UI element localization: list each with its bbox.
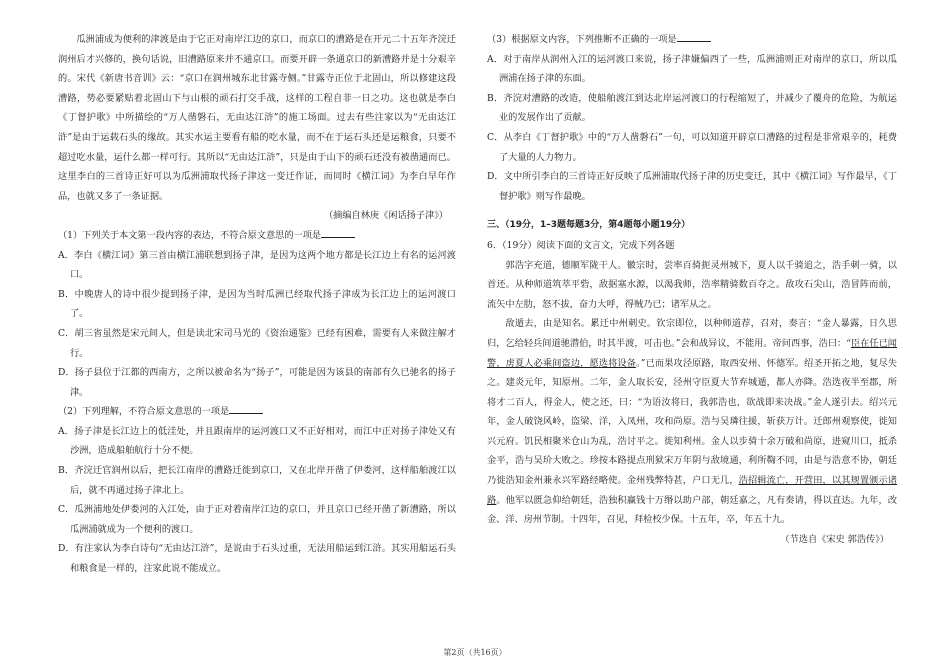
- question-2-stem: （2）下列理解，不符合原文意思的一项是: [58, 402, 456, 422]
- q3-option-c: C．从李白《丁督护歌》中的“万人凿磐石”一句，可以知道开辟京口漕路的过程是非常艰辛的，耗费了大量的人力物力。: [487, 131, 897, 163]
- passage-paragraph: 瓜洲浦成为便利的津渡是由于它正对南岸江边的京口，而京口的漕路是在开元二十五年齐浣迁润州后才兴修的，换句话说，旧漕路原来并不通京口。而要开辟一条通京口的新漕路并是十分艰辛的。宋代《新唐书音训》云：“京口在润州城东北甘露寺侧。”甘露寺正位于北固山，所以修建这段漕路，势必要紧贴着北固山下与山根的顽石打交手战，这样的工程自非一日之功。这也就是李白《丁督护歌》中所描绘的“万人凿磐石，无由达江浒”的施工场面。过去有些注家以为“无由达江浒”是由于运载石头的缘故。其实水运主要看有船的吃水量，而不在于运石头还是运粮食，只要不超过吃水量，运什么都一样可行。其所以“无由达江浒”，只是由于山下的顽石还没有被凿通而已。这里李白的三首诗正好可以为瓜洲浦取代扬子津这一变迁作证，而同时《横江词》为李白早年作品，也就又多了一条证据。: [58, 34, 456, 202]
- q2-option-d: D．有注家认为李白诗句“无由达江浒”，是说由于石头过重，无法用船运到江浒。其实用船运石头和粮食是一样的，注家此说不能成立。: [58, 543, 456, 575]
- q1-option-a: A．李白《横江词》第三首由横江浦联想到扬子津，是因为这两个地方都是长江边上有名的运河渡口。: [58, 249, 456, 281]
- section-heading: 三、（19分，1–3题每题3分，第4题每小题19分）: [487, 220, 691, 231]
- question-6-stem: 6．（19分）阅读下面的文言文，完成下列各题: [487, 239, 675, 251]
- left-column: [58, 30, 456, 579]
- q2-option-a: A．扬子津是长江边上的低洼处，并且跟南岸的运河渡口又不正好相对，而江中正对扬子津处又有沙洲，造成船舶航行十分不便。: [58, 425, 456, 457]
- q2-option-c: C．瓜洲浦地处伊娄河的入江处，由于正对着南岸江边的京口，并且京口已经开凿了新漕路，所以瓜洲浦就成为一个便利的渡口。: [58, 504, 456, 535]
- wenyan-paragraph-2: 敌遁去，由是知名。累迁中州刺史。钦宗即位，以种师道荐，召对，奏言：“金人暴露，日久思归，乞给轻兵间道驰潜伯，时其半渡，可击也。”会和战异议，不能用。帝问西事，浩曰：“臣在任已闻警，虏夏人必乘间盗边，愿选将设备。”已而果攻泾原路，取西安州、怀德军。绍圣开拓之地，复尽失之。建炎元年，知原州。二年，金人取长安，泾州守臣夏大节弃城遁，都人亦降。浩选夜半至郡，所将才二百人，得金人，使之还，曰：“为语汝将曰，我郭浩也，欲战即来决战。”金人遂引去。绍兴元年，金人破饶风岭，盗梁、洋，入凤州，攻和尚原。浩与吴璘往援，斩获万计。迁郎州观察使，徙知兴元府。饥民相聚米仓山为乱，浩讨平之。徙知利州。金人以步骑十余万破和尚原，进窥川口，抵杀金平，浩与吴玠大败之。珍按本路提点刑狱宋万年阴与敌境通，利所鞫不同，由是与浩意不协，朝廷乃徙浩知金州兼永兴军路经略使。金州残弊特甚，户口无几，浩招辑流亡，开营田，以其规置颁示诸路。他军以匮急仰给朝廷，浩独积赢钱十万缗以助户部，朝廷嘉之，凡有奏请，得以直达。九年，改金、洋、房州节制。十四年，召见，拜检校少保。十五年，卒，年五十九。: [487, 318, 898, 526]
- question-1-stem: （1）下列关于本文第一段内容的表达，不符合原文意思的一项是: [58, 226, 456, 246]
- q1-option-d: D．扬子县位于江都的西南方，之所以被命名为“扬子”，可能是因为该县的南部有久已驰名的扬子津。: [58, 367, 456, 398]
- q3-option-a: A．对于南岸从润州入江的运河渡口来说，扬子津嫌偏西了一些，瓜洲浦则正对南岸的京口，所以瓜洲浦在扬子津的东面。: [487, 53, 897, 85]
- q3-option-d: D．文中所引李白的三首诗正好反映了瓜洲浦取代扬子津的历史变迁，其中《横江词》写作最早，《丁督护歌》则写作最晚。: [487, 171, 897, 202]
- underlined-sentence-2: 浩招辑流亡，开营田，以其规置颁示诸路: [487, 475, 897, 506]
- answer-blank: [677, 31, 711, 42]
- wenyan-paragraph-1: 郭浩字充道，德顺军陇干人。徽宗时，尝率百骑扼灵州城下，夏人以千骑追之，浩手刺一骑，以首还。从种师道筑萃平砦，敌据塞水源，以渴我师，浩率精骑数百夺之。敌攻石尖山，浩冒阵而前，流矢中左肋，怒不拔，奋力大呼，得贼乃已；诸军从之。: [487, 259, 897, 310]
- underlined-sentence-1: 臣在任已闻警，虏夏人必乘间盗边，愿选将设备: [487, 337, 897, 369]
- question-3-stem: （3）根据原文内容，下列推断不正确的一项是: [487, 30, 897, 50]
- q1-option-b: B．中晚唐人的诗中很少提到扬子津，是因为当时瓜洲已经取代扬子津成为长江边上的运河渡口了。: [58, 288, 456, 320]
- page-footer: 第2页（共16页）: [443, 648, 507, 657]
- q2-option-b: B．齐浣迁官润州以后，把长江南岸的漕路迁徙到京口，又在北岸开凿了伊娄河，这样船舶渡江以后，就不再通过扬子津北上。: [58, 465, 456, 496]
- q1-option-c: C．胡三省虽然是宋元间人，但是读北宋司马光的《资治通鉴》已经有困难，需要有人来做注解才行。: [58, 327, 456, 359]
- wenyan-source: （节选自《宋史 郭浩传》）: [780, 533, 889, 545]
- right-column: [487, 30, 897, 549]
- q3-option-b: B．齐浣对漕路的改造，使船舶渡江到达北岸运河渡口的行程缩短了，并减少了覆舟的危险，为航运业的发展作出了贡献。: [487, 92, 897, 124]
- answer-blank: [229, 403, 263, 414]
- answer-blank: [321, 227, 355, 238]
- passage-source: （摘编自林庚《闲话扬子津》）: [323, 210, 448, 222]
